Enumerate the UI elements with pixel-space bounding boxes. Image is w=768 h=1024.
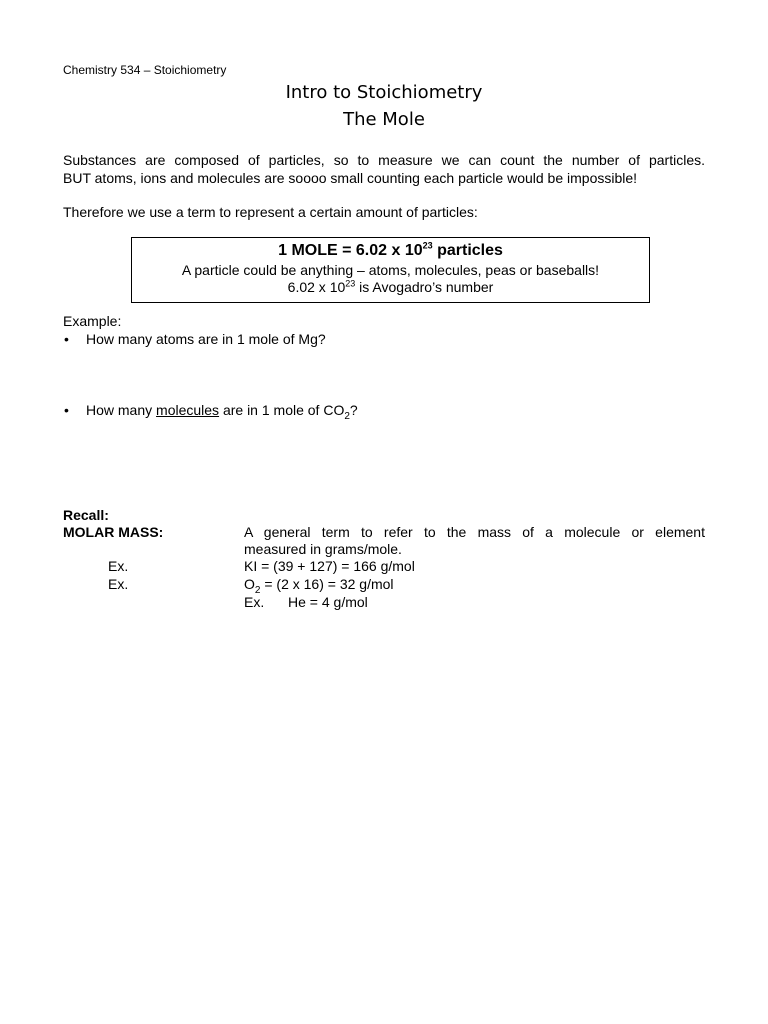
example-1-label: Ex. — [108, 558, 129, 574]
molar-mass-definition — [244, 524, 705, 558]
ex2-suffix: = (2 x 16) = 32 g/mol — [260, 576, 394, 592]
ex2-prefix: O — [244, 576, 255, 592]
q2-prefix: How many — [86, 402, 157, 418]
q2-suffix: ? — [349, 402, 358, 418]
avogadro-prefix: 6.02 x 10 — [287, 279, 346, 295]
avogadro-exponent: 23 — [345, 278, 356, 289]
course-header: Chemistry 534 – Stoichiometry — [63, 63, 227, 77]
recall-label: Recall: — [63, 507, 109, 523]
intro-line-1: Substances are composed of particles, so to measure we can count the number of particles. — [63, 152, 705, 168]
example-2-label: Ex. — [108, 576, 129, 592]
definition-line-1: A general term to refer to the mass of a molecule or element — [244, 524, 705, 540]
question-2 — [86, 402, 358, 422]
ex2-subscript: 2 — [254, 584, 261, 596]
example-label: Example: — [63, 313, 122, 329]
molar-mass-term: MOLAR MASS: — [63, 524, 164, 540]
example-1-text: KI = (39 + 127) = 166 g/mol — [244, 558, 415, 574]
example-2-text — [244, 576, 394, 596]
mole-title-exponent: 23 — [422, 240, 433, 251]
q2-subscript: 2 — [344, 410, 350, 422]
mole-definition-title — [132, 241, 649, 261]
particle-note: A particle could be anything – atoms, molecules, peas or baseballs! — [181, 262, 600, 278]
avogadro-note — [132, 279, 649, 296]
avogadro-suffix: is Avogadro’s number — [355, 279, 494, 295]
question-1: How many atoms are in 1 mole of Mg? — [86, 331, 326, 347]
mole-title-suffix: particles — [432, 242, 503, 259]
page-title: Intro to Stoichiometry — [285, 82, 483, 103]
definition-line-2: measured in grams/mole. — [244, 541, 402, 557]
therefore-text: Therefore we use a term to represent a certain amount of particles: — [63, 204, 478, 220]
example-3-label: Ex. — [244, 594, 265, 610]
bullet-icon: • — [64, 331, 69, 347]
mole-title-prefix: 1 MOLE = 6.02 x 10 — [278, 242, 423, 259]
q2-middle: are in 1 mole of CO — [219, 402, 345, 418]
intro-paragraph — [63, 151, 705, 187]
bullet-icon: • — [64, 402, 69, 418]
intro-line-2: BUT atoms, ions and molecules are soooo small counting each particle would be impossible! — [63, 170, 638, 186]
example-3-text: He = 4 g/mol — [288, 594, 368, 610]
q2-underlined-word: molecules — [156, 402, 220, 418]
mole-definition-box — [131, 237, 650, 303]
page-subtitle: The Mole — [343, 109, 425, 130]
